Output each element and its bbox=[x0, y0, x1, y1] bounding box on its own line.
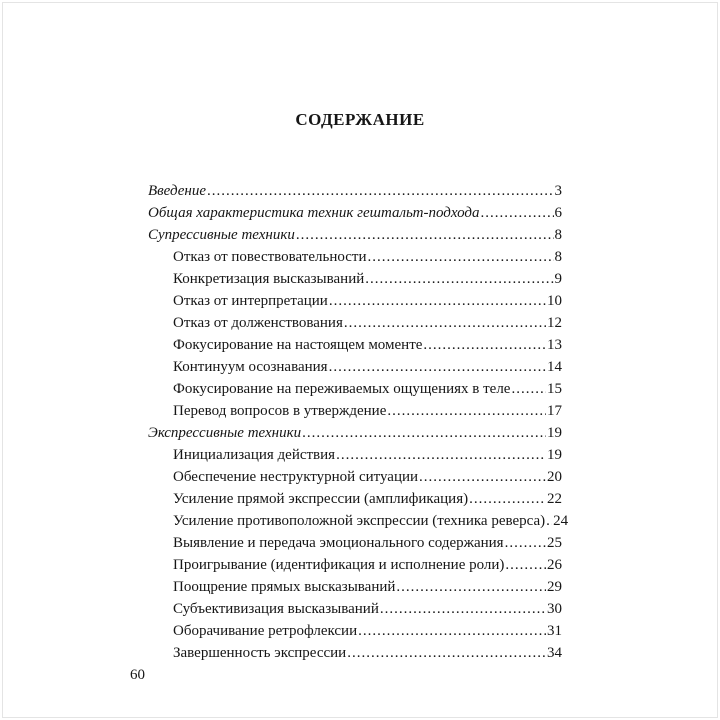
toc-entry-label: Инициализация действия bbox=[173, 447, 336, 463]
toc-entry-page: 19 bbox=[547, 447, 562, 463]
toc-entry-label: Супрессивные техники bbox=[148, 227, 295, 243]
toc-entry-page: 17 bbox=[547, 403, 562, 419]
toc-entry-page: 31 bbox=[547, 623, 562, 639]
toc-entry bbox=[148, 535, 562, 557]
toc-entry bbox=[148, 579, 562, 601]
toc-entry-page: 29 bbox=[547, 579, 562, 595]
toc-entry bbox=[148, 403, 562, 425]
toc-dot-leader bbox=[505, 535, 546, 552]
toc-entry bbox=[148, 425, 562, 447]
page-number: 60 bbox=[130, 667, 145, 683]
toc-entry-page: 25 bbox=[547, 535, 562, 551]
toc-entry-page: 30 bbox=[547, 601, 562, 617]
toc-dot-leader bbox=[546, 513, 552, 530]
toc-entry bbox=[148, 381, 562, 403]
toc-entry-page: 12 bbox=[547, 315, 562, 331]
toc-entry-label: Введение bbox=[148, 183, 206, 199]
toc-entry bbox=[148, 337, 562, 359]
toc-entry-label: Фокусирование на переживаемых ощущениях в теле bbox=[173, 381, 511, 397]
toc-entry-page: 24 bbox=[553, 513, 569, 529]
toc-entry-label: Конкретизация высказываний bbox=[173, 271, 365, 287]
toc-dot-leader bbox=[505, 557, 546, 574]
toc-entry bbox=[148, 315, 562, 337]
toc-dot-leader bbox=[336, 447, 546, 464]
toc-entry-label: Отказ от интерпретации bbox=[173, 293, 328, 309]
toc-dot-leader bbox=[367, 249, 553, 266]
toc-entry bbox=[148, 271, 562, 293]
toc-entry-label: Субъективизация высказываний bbox=[173, 601, 379, 617]
toc-entry-page: 10 bbox=[547, 293, 562, 309]
toc-dot-leader bbox=[481, 205, 554, 222]
toc-entry-page: 22 bbox=[547, 491, 562, 507]
toc-entry-label: Усиление прямой экспрессии (амплификация) bbox=[173, 491, 469, 507]
toc-entry bbox=[148, 227, 562, 249]
toc-entry bbox=[148, 359, 562, 381]
toc-dot-leader bbox=[207, 183, 554, 200]
toc-entry-page: 13 bbox=[547, 337, 562, 353]
toc-entry bbox=[148, 205, 562, 227]
toc-entry-label: Усиление противоположной экспрессии (техника реверса) bbox=[173, 513, 546, 529]
toc-entry-label: Экспрессивные техники bbox=[148, 425, 302, 441]
toc-entry-page: 15 bbox=[547, 381, 562, 397]
toc-entry bbox=[148, 491, 562, 513]
toc-entry-page: 3 bbox=[554, 183, 562, 199]
toc-entry-page: 26 bbox=[547, 557, 562, 573]
toc-entry bbox=[148, 645, 562, 667]
toc-dot-leader bbox=[380, 601, 546, 618]
toc-entry-label: Отказ от повествовательности bbox=[173, 249, 367, 265]
toc-dot-leader bbox=[347, 645, 546, 662]
toc-dot-leader bbox=[469, 491, 546, 508]
toc-entry-page: 9 bbox=[554, 271, 562, 287]
toc-entry-label: Обеспечение неструктурной ситуации bbox=[173, 469, 419, 485]
toc-dot-leader bbox=[511, 381, 546, 398]
toc-dot-leader bbox=[329, 293, 546, 310]
toc-entry bbox=[148, 183, 562, 205]
toc-entry-label: Выявление и передача эмоционального содержания bbox=[173, 535, 504, 551]
toc-dot-leader bbox=[365, 271, 553, 288]
toc-entry-label: Отказ от долженствования bbox=[173, 315, 343, 331]
toc-entry bbox=[148, 557, 562, 579]
toc-entry bbox=[148, 293, 562, 315]
toc-entry-label: Проигрывание (идентификация и исполнение роли) bbox=[173, 557, 505, 573]
toc-entry-page: 34 bbox=[547, 645, 562, 661]
toc-entry bbox=[148, 447, 562, 469]
toc-entry-page: 8 bbox=[554, 227, 562, 243]
toc-dot-leader bbox=[302, 425, 546, 442]
toc-entry-label: Общая характеристика техник гештальт-подхода bbox=[148, 205, 480, 221]
toc-dot-leader bbox=[329, 359, 546, 376]
toc-dot-leader bbox=[419, 469, 546, 486]
toc-entry-page: 14 bbox=[547, 359, 562, 375]
toc-entry-label: Оборачивание ретрофлексии bbox=[173, 623, 358, 639]
toc-dot-leader bbox=[296, 227, 554, 244]
toc-entry bbox=[148, 249, 562, 271]
toc-entry-label: Перевод вопросов в утверждение bbox=[173, 403, 387, 419]
toc-entry bbox=[148, 469, 562, 491]
toc-dot-leader bbox=[423, 337, 546, 354]
page-title: СОДЕРЖАНИЕ bbox=[295, 110, 425, 129]
toc-entry-page: 8 bbox=[554, 249, 562, 265]
toc-entry-label: Континуум осознавания bbox=[173, 359, 328, 375]
toc-dot-leader bbox=[387, 403, 546, 420]
toc-dot-leader bbox=[344, 315, 546, 332]
toc-list bbox=[148, 183, 569, 667]
toc-entry-page: 6 bbox=[554, 205, 562, 221]
toc-entry bbox=[148, 601, 562, 623]
toc-entry-page: 20 bbox=[547, 469, 562, 485]
toc-entry-label: Поощрение прямых высказываний bbox=[173, 579, 396, 595]
toc-entry bbox=[148, 513, 569, 535]
toc-dot-leader bbox=[396, 579, 546, 596]
toc-entry-label: Фокусирование на настоящем моменте bbox=[173, 337, 423, 353]
toc-entry bbox=[148, 623, 562, 645]
toc-entry-page: 19 bbox=[547, 425, 562, 441]
toc-dot-leader bbox=[358, 623, 546, 640]
toc-entry-label: Завершенность экспрессии bbox=[173, 645, 347, 661]
